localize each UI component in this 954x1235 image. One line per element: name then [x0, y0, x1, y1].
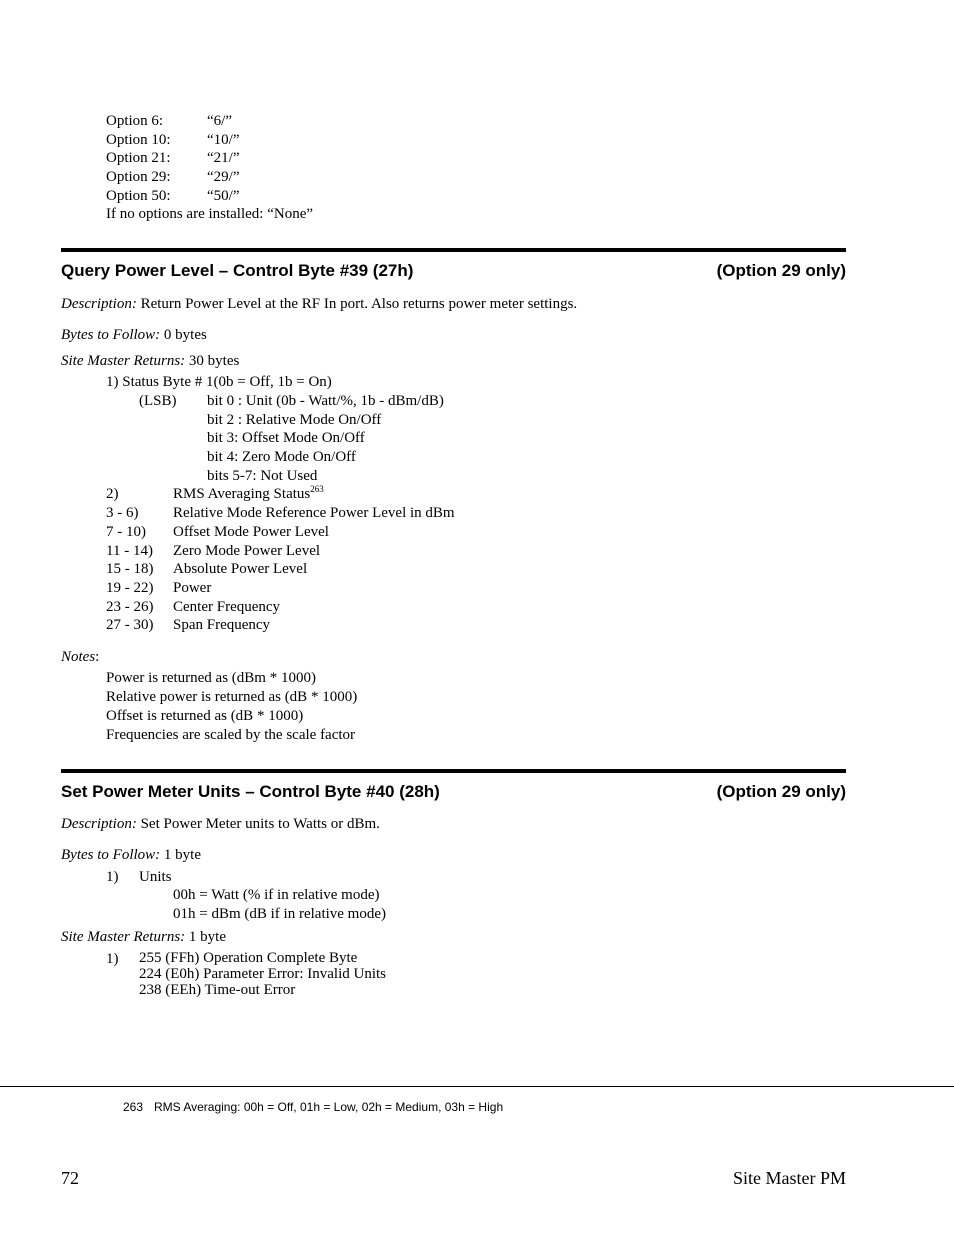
- option-label-21: Option 21:: [106, 150, 171, 166]
- bytes-to-follow-label: Bytes to Follow:: [61, 847, 161, 863]
- bit-2-line: bit 2 : Relative Mode On/Off: [207, 412, 382, 428]
- description-row: [61, 295, 577, 313]
- return-line: 255 (FFh) Operation Complete Byte: [139, 950, 358, 966]
- option-label-10: Option 10:: [106, 132, 171, 148]
- returns-row: [61, 352, 239, 370]
- section-rule-1: [61, 248, 846, 252]
- page-number: 72: [61, 1168, 79, 1188]
- returns-row: [61, 928, 226, 946]
- byte-range-text: Span Frequency: [173, 617, 271, 633]
- returns-value: 30 bytes: [188, 353, 240, 369]
- byte-range-number: 15 - 18): [106, 561, 154, 577]
- option-label-50: Option 50:: [106, 188, 171, 204]
- option-value-29: “29/”: [207, 169, 240, 185]
- status-byte-line: 1) Status Byte # 1(0b = Off, 1b = On): [106, 374, 332, 390]
- byte-range-text: Relative Mode Reference Power Level in dBm: [173, 505, 455, 521]
- byte-range-text: Power: [173, 580, 212, 596]
- rms-text: RMS Averaging Status: [173, 486, 311, 502]
- byte-range-number: 19 - 22): [106, 580, 154, 596]
- footnote-text: RMS Averaging: 00h = Off, 01h = Low, 02h = Medium, 03h = High: [154, 1100, 504, 1114]
- byte-range-number: 23 - 26): [106, 599, 154, 615]
- return-line: 224 (E0h) Parameter Error: Invalid Units: [139, 966, 387, 982]
- bit-4-line: bit 4: Zero Mode On/Off: [207, 449, 356, 465]
- byte-range-text: Zero Mode Power Level: [173, 543, 321, 559]
- returns-value: 1 byte: [188, 929, 226, 945]
- option-value-6: “6/”: [207, 113, 232, 129]
- options-none-text: If no options are installed: “None”: [106, 206, 314, 222]
- byte-range-number: 7 - 10): [106, 524, 146, 540]
- unit-option-dbm: 01h = dBm (dB if in relative mode): [173, 906, 387, 922]
- bit-3-line: bit 3: Offset Mode On/Off: [207, 430, 365, 446]
- section-title-set-power-meter-units: Set Power Meter Units – Control Byte #40 (28h): [61, 782, 440, 801]
- description-label: Description:: [61, 296, 137, 312]
- section-title-query-power-level: Query Power Level – Control Byte #39 (27h): [61, 261, 414, 280]
- note-line: Offset is returned as (dB * 1000): [106, 708, 304, 724]
- bytes-to-follow-row: [61, 846, 201, 864]
- units-item-text: Units: [139, 869, 172, 885]
- note-line: Power is returned as (dBm * 1000): [106, 670, 316, 686]
- bit-0-line: bit 0 : Unit (0b - Watt/%, 1b - dBm/dB): [207, 393, 444, 409]
- document-title: Site Master PM: [732, 1168, 846, 1188]
- description-row: [61, 815, 380, 833]
- option-value-50: “50/”: [207, 188, 240, 204]
- return-line: 238 (EEh) Time-out Error: [139, 982, 296, 998]
- footnote-separator: [0, 1086, 954, 1087]
- bits-5-7-line: bits 5-7: Not Used: [207, 468, 318, 484]
- description-text: Return Power Level at the RF In port. Also returns power meter settings.: [140, 296, 578, 312]
- byte-range-text: Absolute Power Level: [173, 561, 308, 577]
- footnote-number: 263: [123, 1100, 144, 1114]
- option-label-29: Option 29:: [106, 169, 171, 185]
- notes-label: Notes: [61, 649, 96, 665]
- option-value-21: “21/”: [207, 150, 240, 166]
- option-label-6: Option 6:: [106, 113, 164, 129]
- byte-range-text: Center Frequency: [173, 599, 281, 615]
- section-tag-option-29: (Option 29 only): [716, 782, 846, 801]
- footnote-ref: 263: [310, 484, 324, 494]
- rms-byte-number: 2): [106, 486, 119, 502]
- byte-range-number: 11 - 14): [106, 543, 153, 559]
- section-rule-2: [61, 769, 846, 773]
- note-line: Frequencies are scaled by the scale factor: [106, 727, 356, 743]
- rms-byte-text: [173, 485, 324, 503]
- return-item-number: 1): [106, 951, 119, 967]
- option-value-10: “10/”: [207, 132, 240, 148]
- returns-label: Site Master Returns:: [61, 929, 186, 945]
- description-text: Set Power Meter units to Watts or dBm.: [140, 816, 380, 832]
- bytes-to-follow-value: 0 bytes: [163, 327, 207, 343]
- lsb-label: (LSB): [139, 393, 177, 409]
- bytes-to-follow-label: Bytes to Follow:: [61, 327, 161, 343]
- byte-range-number: 3 - 6): [106, 505, 139, 521]
- notes-heading: Notes:: [61, 649, 100, 665]
- unit-option-watt: 00h = Watt (% if in relative mode): [173, 887, 380, 903]
- units-item-number: 1): [106, 869, 119, 885]
- byte-range-text: Offset Mode Power Level: [173, 524, 329, 540]
- description-label: Description:: [61, 816, 137, 832]
- returns-label: Site Master Returns:: [61, 353, 186, 369]
- bytes-to-follow-value: 1 byte: [163, 847, 201, 863]
- note-line: Relative power is returned as (dB * 1000): [106, 689, 358, 705]
- byte-range-number: 27 - 30): [106, 617, 154, 633]
- bytes-to-follow-row: [61, 326, 207, 344]
- section-tag-option-29: (Option 29 only): [716, 261, 846, 280]
